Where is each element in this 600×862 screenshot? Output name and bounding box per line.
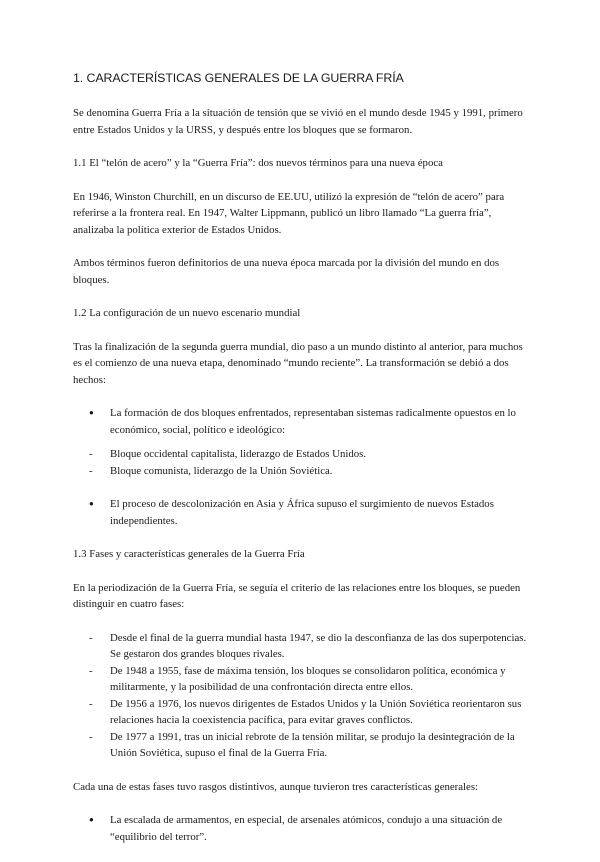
list-item bbox=[73, 663, 528, 696]
section-1-3-heading: 1.3 Fases y características generales de la Guerra Fría bbox=[73, 548, 305, 560]
dash-marker: - bbox=[89, 664, 93, 677]
list-item bbox=[73, 496, 528, 529]
dash-marker: - bbox=[89, 631, 93, 644]
section-1-2-bullet-list-2 bbox=[73, 496, 528, 529]
section-1-2-dash-list bbox=[73, 446, 528, 479]
list-item-text: La escalada de armamentos, en especial, de arsenales atómicos, condujo a una situación de “equilibrio del terror”. bbox=[110, 814, 503, 843]
page-title: 1. CARACTERÍSTICAS GENERALES DE LA GUERRA FRÍA bbox=[73, 71, 404, 85]
list-item-text: Bloque comunista, liderazgo de la Unión Soviética. bbox=[110, 464, 333, 477]
bullet-marker: ● bbox=[89, 499, 94, 508]
list-item-text: El proceso de descolonización en Asia y África supuso el surgimiento de nuevos Estados independientes. bbox=[110, 498, 494, 527]
bullet-marker: ● bbox=[89, 815, 94, 824]
document-body bbox=[73, 68, 528, 862]
list-item bbox=[73, 630, 528, 663]
list-item-text: La formación de dos bloques enfrentados, representaban sistemas radicalmente opuestos en lo económico, social, político e ideológico: bbox=[110, 407, 516, 436]
dash-marker: - bbox=[89, 697, 93, 710]
section-1-3-paragraph-2: Cada una de estas fases tuvo rasgos distintivos, aunque tuvieron tres características generales: bbox=[73, 780, 479, 793]
list-item bbox=[73, 405, 528, 438]
list-item-text: De 1956 a 1976, los nuevos dirigentes de Estados Unidos y la Unión Soviética reorientaron sus relaciones hacia la coexistencia pacífica, para evitar graves conflictos. bbox=[110, 697, 522, 726]
section-1-3-paragraph-1: En la periodización de la Guerra Fría, se seguía el criterio de las relaciones entre los bloques, se pueden distinguir en cuatro fases: bbox=[73, 581, 521, 610]
intro-paragraph: Se denomina Guerra Fría a la situación de tensión que se vivió en el mundo desde 1945 y 1991, primero entre Estados Unidos y la URSS, y después entre los bloques que se formaron. bbox=[73, 107, 523, 136]
list-item bbox=[73, 463, 528, 480]
list-item-text: Bloque occidental capitalista, liderazgo de Estados Unidos. bbox=[110, 448, 367, 460]
list-item-text: Desde el final de la guerra mundial hasta 1947, se dio la desconfianza de las dos superpotencias. Se gestaron dos grandes bloques rivales. bbox=[110, 631, 527, 660]
section-1-2-bullet-list-1 bbox=[73, 405, 528, 438]
bullet-marker: ● bbox=[89, 408, 94, 417]
list-item bbox=[73, 696, 528, 729]
list-item-text: De 1977 a 1991, tras un inicial rebrote de la tensión militar, se produjo la desintegración de la Unión Soviética, supuso el final de la Guerra Fría. bbox=[110, 730, 515, 759]
list-item bbox=[73, 729, 528, 762]
dash-marker: - bbox=[89, 448, 93, 460]
section-1-2-paragraph-1: Tras la finalización de la segunda guerra mundial, dio paso a un mundo distinto al anterior, para muchos es el comienzo de una nueva etapa, denominado “mundo reciente”. La transformación se debió a dos hechos: bbox=[73, 340, 523, 386]
list-item bbox=[73, 446, 528, 463]
section-1-1-paragraph-1: En 1946, Winston Churchill, en un discurso de EE.UU, utilizó la expresión de “telón de acero” para referirse a la frontera real. En 1947, Walter Lippmann, publicó un libro llamado “La guerra fría”, analizaba la política exterior de Estados Unidos. bbox=[73, 190, 505, 236]
list-item-text: De 1948 a 1955, fase de máxima tensión, los bloques se consolidaron política, económica y militarmente, y la posibilidad de una confrontación directa entre ellos. bbox=[110, 664, 506, 693]
section-1-2-heading: 1.2 La configuración de un nuevo escenario mundial bbox=[73, 307, 301, 319]
dash-marker: - bbox=[89, 464, 93, 477]
section-1-1-heading: 1.1 El “telón de acero” y la “Guerra Fría”: dos nuevos términos para una nueva época bbox=[73, 157, 443, 169]
dash-marker: - bbox=[89, 730, 93, 743]
section-1-1-paragraph-2: Ambos términos fueron definitorios de una nueva época marcada por la división del mundo en dos bloques. bbox=[73, 257, 500, 286]
list-item bbox=[73, 812, 528, 845]
section-1-3-bullet-list bbox=[73, 812, 528, 845]
phases-dash-list bbox=[73, 630, 528, 762]
